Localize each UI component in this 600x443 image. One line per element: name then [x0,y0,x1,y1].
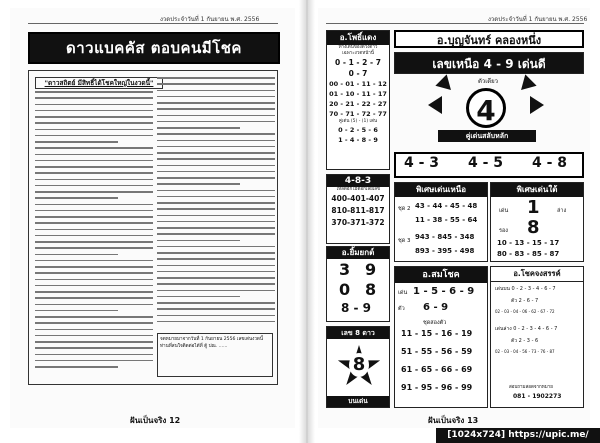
text-line [157,102,275,104]
south-digit-2: 8 [527,217,540,238]
chok-line-2: ตัว 2 - 6 - 7 [511,298,539,304]
set-483-value-2: 810-811-817 [331,206,385,215]
text-line [35,179,153,181]
watermark-link[interactable]: [1024x724] https://upic.me/ [436,428,600,443]
yinyok-digit-2: 9 [365,260,377,279]
bunchan-headline: เลขเหนือ 4 - 9 เด่นดี [394,52,584,74]
text-line [35,254,118,256]
text-line [35,110,153,112]
text-line [35,191,153,193]
bunchan-pairs-strip [394,152,584,178]
text-line [35,154,153,156]
text-line [35,141,118,143]
text-line [157,233,275,235]
text-line [157,83,275,85]
north-box [394,182,488,262]
text-line [157,190,275,192]
south-title: พิเศษเด่นใต้ [491,183,583,197]
arrow-left-icon [428,96,442,114]
right-page [318,8,590,428]
yinyok-digit-5: 8 - 9 [341,301,372,315]
phordang-title: อ.โพธิ์แดง [327,31,389,45]
north-title: พิเศษเด่นเหนือ [395,183,487,197]
text-line [157,158,275,160]
phordang-line-top-1: 0 - 1 - 2 - 7 [335,58,381,67]
text-line [157,115,275,117]
somchok-label-1: เด่น [398,290,408,296]
text-line [157,321,275,323]
text-line [35,197,118,199]
bunchan-title: อ.บุญจันทร์ คลองหนึ่ง [394,30,584,48]
text-line [35,210,153,212]
phordang-pair-1: 00 - 01 - 11 - 12 [329,80,387,88]
south-row-2: 80 - 83 - 85 - 87 [497,250,560,258]
bunchan-single-label: ตัวเดียว [477,78,499,85]
bunchan-pair-2: 4 - 5 [468,155,504,171]
text-line [35,122,153,124]
text-line [35,160,153,162]
text-line [35,310,118,312]
somchok-row-3: 61 - 65 - 66 - 69 [401,365,473,374]
north-row-1: 43 - 44 - 45 - 48 [415,202,478,210]
chok-box [490,266,584,408]
north-label-2: ชุด 3 [398,238,411,244]
north-row-2: 11 - 38 - 55 - 64 [415,216,478,224]
text-line [35,335,153,337]
text-line [157,227,275,229]
set-483-value-1: 400-401-407 [331,194,385,203]
right-page-footer: ฝันเป็นจริง 13 [428,416,479,425]
text-line [35,104,153,106]
text-line [35,266,153,268]
phordang-caption-1: ทางเดินของดวงดาว [338,45,378,50]
somchok-row-4: 91 - 95 - 96 - 99 [401,383,473,392]
text-line [157,77,275,79]
chok-line-3: 02 - 03 - 04 - 06 - 62 - 67 - 72 [495,309,555,314]
yinyok-title: อ.ยิ้มยกต์ [327,247,389,259]
north-row-4: 893 - 395 - 498 [415,247,475,255]
text-line [35,279,153,281]
article-column-2 [157,77,275,377]
text-line [35,147,153,149]
text-line [35,204,153,206]
text-line [35,247,153,249]
star-digit: 8 [349,353,369,377]
article-column-1 [35,91,153,375]
yinyok-digit-4: 8 [365,280,377,299]
somchok-line-1: 1 - 5 - 6 - 9 [413,286,475,297]
south-label-1: เด่น [499,208,509,214]
text-line [35,322,153,324]
arrow-down-left-icon [435,74,456,95]
bunchan-double-label: คู่เด่นสลับหลัก [438,130,536,142]
text-line [157,246,275,248]
text-line [157,271,275,273]
star-label: เลข 8 ดาว [327,327,389,339]
text-line [35,360,153,362]
somchok-label-2: ตัว [398,306,405,312]
text-line [157,265,275,267]
right-page-header: งวดประจำวันที่ 1 กันยายน พ.ศ. 2556 [488,16,588,23]
text-line [35,291,153,293]
text-line [157,277,275,279]
text-line [157,165,275,167]
right-header-rule [326,23,584,24]
set-483-value-3: 370-371-372 [331,218,385,227]
text-line [35,285,153,287]
chok-contact: สอบถามสอดจากหมาย [509,385,553,390]
text-line [157,140,275,142]
text-line [35,316,153,318]
phordang-box [326,30,390,170]
text-line [157,308,275,310]
text-line [157,215,275,217]
text-line [35,347,153,349]
text-line [35,91,153,93]
somchok-row-1: 11 - 15 - 16 - 19 [401,329,473,338]
south-label-2: รอง [499,228,508,234]
text-line [157,171,275,173]
phordang-pair-3: 20 - 21 - 22 - 27 [329,100,387,108]
text-line [157,90,275,92]
text-line [35,304,153,306]
book-spine [299,0,315,443]
set-483-title: 4-8-3 [327,175,389,187]
text-line [157,127,240,129]
left-header-rule [28,23,278,24]
text-line [35,172,153,174]
phordang-line-a: 0 - 2 - 5 - 6 [338,126,378,134]
left-page-header: งวดประจำวันที่ 1 กันยายน พ.ศ. 2556 [160,16,260,23]
text-line [35,97,153,99]
text-line [35,129,153,131]
text-line [35,354,153,356]
left-page-title: ดาวแบคคัส ตอบคนมีโชค [28,32,280,64]
text-line [157,202,275,204]
text-line [35,272,153,274]
south-digit-1: 1 [527,197,540,218]
text-line [35,260,153,262]
north-row-3: 943 - 845 - 348 [415,233,475,241]
somchok-row-2: 51 - 55 - 56 - 59 [401,347,473,356]
text-line [157,258,275,260]
set-483-box [326,174,390,244]
text-line [157,290,275,292]
phordang-line-b: 1 - 4 - 8 - 9 [338,136,378,144]
chok-phone: 081 - 1902273 [513,393,562,400]
phordang-pair-2: 01 - 10 - 11 - 17 [329,90,387,98]
arrow-down-right-icon [515,74,536,95]
text-line [35,366,118,368]
text-line [157,196,275,198]
text-line [35,229,153,231]
somchok-box [394,266,488,408]
chok-line-5: ตัว 2 - 3 - 6 [511,338,539,344]
yinyok-box [326,246,390,322]
phordang-pair-4: 70 - 71 - 72 - 77 [329,110,387,118]
south-row-1: 10 - 13 - 15 - 17 [497,239,560,247]
text-line [35,235,153,237]
text-line [35,341,153,343]
text-line [157,96,275,98]
text-line [157,283,275,285]
set-483-caption: ไหลดอกไม้ดอกเลยเลข [335,187,381,192]
yinyok-digit-1: 3 [339,260,351,279]
chok-line-6: 02 - 03 - 04 - 56 - 73 - 76 - 87 [495,349,555,354]
chok-line-4: เด่นล่าง 0 - 2 - 3 - 4 - 6 - 7 [495,326,558,332]
text-line [35,329,153,331]
south-tail-1: ล่าง [557,208,567,214]
chok-title: อ.โชคจงสรรค์ [491,267,583,282]
text-line [157,133,275,135]
text-line [157,121,275,123]
text-line [157,208,275,210]
phordang-caption-2: เฉพาะงวดหน้านี้ [342,51,374,56]
yinyok-digit-3: 0 [339,280,351,299]
somchok-line-2: 6 - 9 [423,302,449,313]
somchok-title: อ.สมโชค [395,267,487,283]
text-line [35,297,153,299]
text-line [157,252,275,254]
text-line [35,166,153,168]
text-line [157,296,240,298]
article-note-box: จดหมายมาจากวันที่ 1 กันยายน 2556 เลขเด่นงวดนี้ ท่านที่สนใจติดต่อได้ที่ ตู้ ปณ. ...... [157,333,273,377]
text-line [35,135,153,137]
text-line [35,185,153,187]
text-line [157,108,275,110]
bunchan-pair-3: 4 - 8 [532,155,568,171]
star-bottom-label: บนเด่น [327,396,389,407]
text-line [157,146,275,148]
left-page [10,8,295,428]
bunchan-digit-circle: 4 [466,88,506,128]
text-line [157,183,240,185]
left-article [28,70,278,385]
arrow-right-icon [530,96,544,114]
star-box [326,326,390,408]
phordang-circle-label: คู่เด่น (5) - (1) เด่น [338,119,378,124]
text-line [35,241,153,243]
text-line [157,240,240,242]
text-line [35,222,153,224]
south-box [490,182,584,262]
text-line [157,177,275,179]
text-line [157,315,275,317]
text-line [157,152,275,154]
text-line [35,116,153,118]
text-line [157,302,275,304]
text-line [35,216,153,218]
north-label-1: ชุด 2 [398,206,411,212]
left-page-footer: ฝันเป็นจริง 12 [130,416,181,425]
article-subtitle: "ดาวสถิตย์ มีสิทธิ์ได้โชคใหญ่ในงวดนี้" [35,77,163,89]
text-line [157,221,275,223]
bunchan-pair-1: 4 - 3 [404,155,440,171]
phordang-line-top-2: 0 - 7 [348,69,368,78]
somchok-caption: ชุดสองตัว [423,320,447,326]
chok-line-1: เด่นบน 0 - 2 - 3 - 4 - 6 - 7 [495,286,556,292]
